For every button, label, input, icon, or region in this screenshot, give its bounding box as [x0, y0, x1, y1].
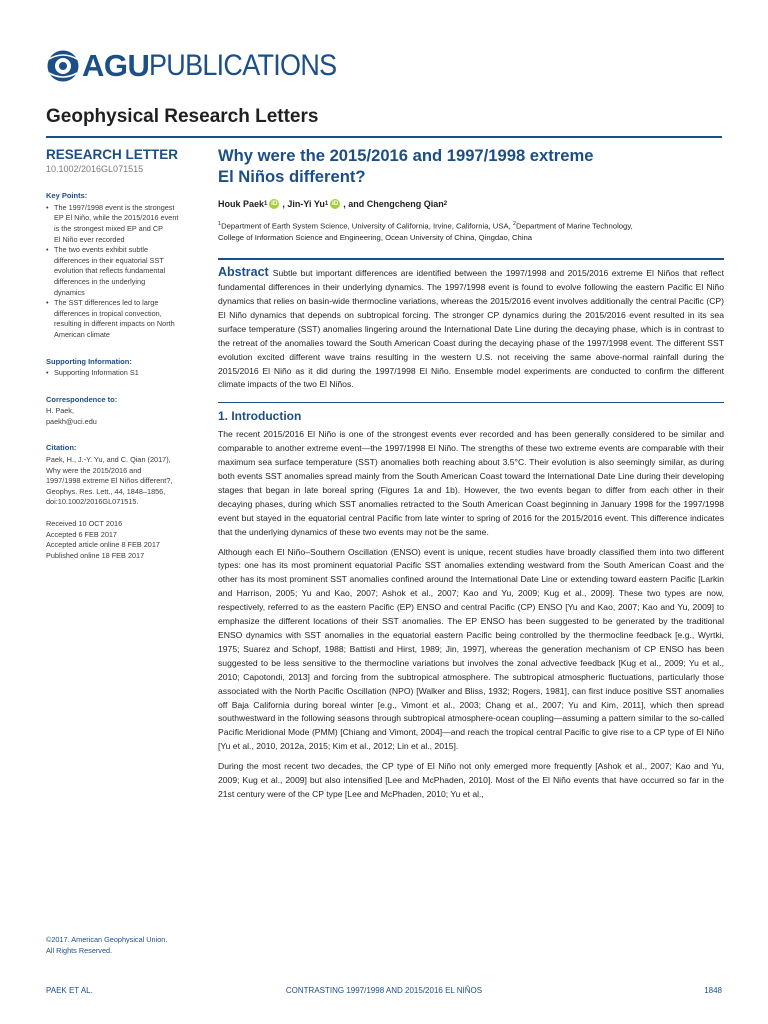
- abstract: [218, 258, 724, 392]
- key-points-heading: Key Points:: [46, 191, 88, 201]
- abstract-text: Subtle but important differences are identified between the 1997/1998 and 2015/2016 extreme El Niños that reflect fundamental differences in their underlying dynamics. The 1997/1998 event is found to evolve following the eastern Pacific El Niño dynamics that relies on basin-wide thermocline variations, whereas the 2015/2016 event involves additionally the central Pacific (CP) El Niño dynamics that depends on subtropical forcing. The stronger CP dynamics during the 2015/2016 event resulted in its sea surface temperature (SST) anomalies lingering around the International Date Line during the decaying phase, which is in contrast to the retreat of the anomalies toward the South American Coast during the decaying phase of the 1997/1998 event. The different SST evolution excited different wave trains resulting in the western U.S. not receiving the same above-normal rainfall during the 2015/2016 El Niño as it did during the 1997/1998 El Niño. Ensemble model experiments are conducted to confirm the different climate impacts of the two El Niños.: [218, 268, 724, 390]
- supporting-information-link[interactable]: • Supporting Information S1: [46, 368, 196, 379]
- agu-globe-icon: [46, 49, 80, 83]
- correspondence-heading: Correspondence to:: [46, 394, 118, 404]
- citation-text: Paek, H., J.-Y. Yu, and C. Qian (2017), Why were the 2015/2016 and 1997/1998 extreme El Niños different?, Geophys. Res. Lett., 44, 1848–1856, doi:10.1002/2016GL071515.: [46, 455, 173, 507]
- agu-publications-logo: [46, 48, 358, 84]
- affiliation-sup: 2: [512, 221, 516, 227]
- key-point: • The 1997/1998 event is the strongest EP El Niño, while the 2015/2016 event is the strongest mixed EP and CP El Niño ever recorded: [46, 203, 196, 245]
- key-point: • The SST differences led to large differences in tropical convection, resulting in different impacts on North American climate: [46, 298, 196, 340]
- body-paragraph: The recent 2015/2016 El Niño is one of the strongest events ever recorded and has been generally considered to be similar and comparable to another extreme event—the 1997/1998 El Niño. The strengths of these two extreme events are comparable with their maximum sea surface temperature (SST) anomalies both reaching about 3.5°C. Their evolution is also seemingly similar, as during both events SST anomalies spread mainly from the South American Coast toward the International Date Line during their developing stages that began in late boreal spring (Figures 1a and 1b). However, the two events began to differ from each other in their decaying phases, during which SST anomalies retracted to the South American Coast beginning in January 1998 for the 1997/1998 event but stayed in the equatorial central Pacific from late winter to spring of 2016 for the 2015/2016 event. This difference indicates that the underlying dynamics of these two events may not be the same.: [218, 429, 724, 537]
- key-point: • The two events exhibit subtle differences in their equatorial SST evolution that reflects fundamental differences in the underlying dynamics: [46, 245, 196, 298]
- copyright-notice: ©2017. American Geophysical Union. All Rights Reserved.: [46, 935, 168, 955]
- article-title-line: El Niños different?: [218, 166, 366, 186]
- author-list: [218, 199, 724, 209]
- page-number: 1848: [704, 986, 722, 995]
- article-doi[interactable]: 10.1002/2016GL071515: [46, 163, 144, 174]
- author-separator: ,: [282, 199, 288, 209]
- author-name: Jin-Yi Yu: [287, 199, 325, 209]
- author-name: Houk Paek: [218, 199, 265, 209]
- header-rule: [46, 136, 722, 138]
- citation-heading: Citation:: [46, 443, 77, 453]
- affiliation-text: Department of Earth System Science, University of California, Irvine, California, USA,: [221, 221, 513, 231]
- publisher-long: PUBLICATIONS: [149, 49, 337, 82]
- affiliation-sup: 1: [218, 221, 222, 227]
- footer-authors: PAEK ET AL.: [46, 986, 93, 995]
- author-separator: , and: [343, 199, 367, 209]
- author-affiliation-sup: 1: [264, 201, 268, 207]
- author-name: Chengcheng Qian: [366, 199, 444, 209]
- article-title: [218, 146, 724, 187]
- publication-dates: Received 10 OCT 2016 Accepted 6 FEB 2017 Accepted article online 8 FEB 2017 Published online 18 FEB 2017: [46, 519, 160, 560]
- journal-title: Geophysical Research Letters: [46, 106, 319, 127]
- sidebar: [46, 148, 196, 561]
- correspondence-contact: H. Paek, paekh@uci.edu: [46, 406, 97, 426]
- body-paragraph: During the most recent two decades, the CP type of El Niño not only emerged more frequently [Ashok et al., 2007; Kao and Yu, 2009; Kug et al., 2009] but also intensified [Lee and McPhaden, 2010]. Most of the El Niño events that have occurred so far in the 21st century were of the CP type [Lee and McPhaden, 2010; Yu et al.,: [218, 761, 724, 799]
- affiliation-text: Department of Marine Technology,: [515, 221, 633, 231]
- affiliation-text: College of Information Science and Engineering, Ocean University of China, Qingdao, China: [218, 232, 533, 242]
- key-points-list: [46, 203, 196, 341]
- affiliations: [218, 219, 724, 243]
- section-heading: 1. Introduction: [218, 409, 302, 424]
- publisher-short: AGU: [82, 48, 150, 83]
- main-column: [218, 146, 724, 808]
- orcid-icon[interactable]: iD: [332, 200, 339, 207]
- supporting-information-heading: Supporting Information:: [46, 356, 132, 366]
- supporting-information-list: [46, 368, 196, 379]
- abstract-label: Abstract: [218, 265, 269, 280]
- body-paragraph: Although each El Niño–Southern Oscillation (ENSO) event is unique, recent studies have broadly classified them into two different types: one has its most prominent equatorial Pacific SST anomalies extending westward from the South American Coast and the other has its most prominent SST anomalies confined around the International Date Line or extending toward eastern Pacific [Larkin and Harrison, 2005; Yu and Kao, 2007; Ashok et al., 2007; Kao and Yu, 2009; Kug et al., 2009]. These two types are now, respectively, referred to as the eastern Pacific (EP) ENSO and central Pacific (CP) ENSO [Yu and Kao, 2007; Kao and Yu, 2009] to emphasize the different locations of their SST anomalies. The EP ENSO has been suggested to be generated by the traditional ENSO dynamics with SST anomalies in the equatorial eastern Pacific being controlled by the thermocline feedback [e.g., Wyrtki, 1975; Suarez and Schopf, 1988; Battisti and Hirst, 1989; Jin, 1997], whereas the generation mechanism of CP ENSO has been suggested to be less sensitive to the thermocline variations but involves the zonal advective feedback [Kug et al., 2009; Yu et al., 2010; Capotondi, 2013] and forcing from the subtropical atmosphere. The subtropical atmospheric fluctuations, particularly those associated with the North Pacific Oscillation (NPO) [Walker and Bliss, 1932; Rogers, 1981], can first induce positive SST anomalies off Baja California during boreal winter [e.g., Vimont et al., 2003; Chang et al., 2007; Yu and Kim, 2011], which then spread southwestward in the following seasons through subtropical atmosphere-ocean coupling—assuming a pattern similar to the so-called Pacific Meridional Mode (PMM) [Chiang and Vimont, 2004]—and reach the tropical central Pacific to give rise to a CP type of El Niño [Yu et al., 2010, 2012a, 2015; Kim et al., 2012; Lin et al., 2015].: [218, 546, 724, 752]
- article-type: RESEARCH LETTER: [46, 147, 179, 162]
- article-title-line: Why were the 2015/2016 and 1997/1998 extreme: [218, 146, 594, 165]
- author-affiliation-sup: 2: [443, 201, 448, 207]
- footer-running-title: CONTRASTING 1997/1998 AND 2015/2016 EL NIÑOS: [285, 986, 483, 995]
- section-rule: [218, 402, 724, 403]
- author-affiliation-sup: 1: [324, 201, 329, 207]
- orcid-icon[interactable]: iD: [271, 200, 278, 207]
